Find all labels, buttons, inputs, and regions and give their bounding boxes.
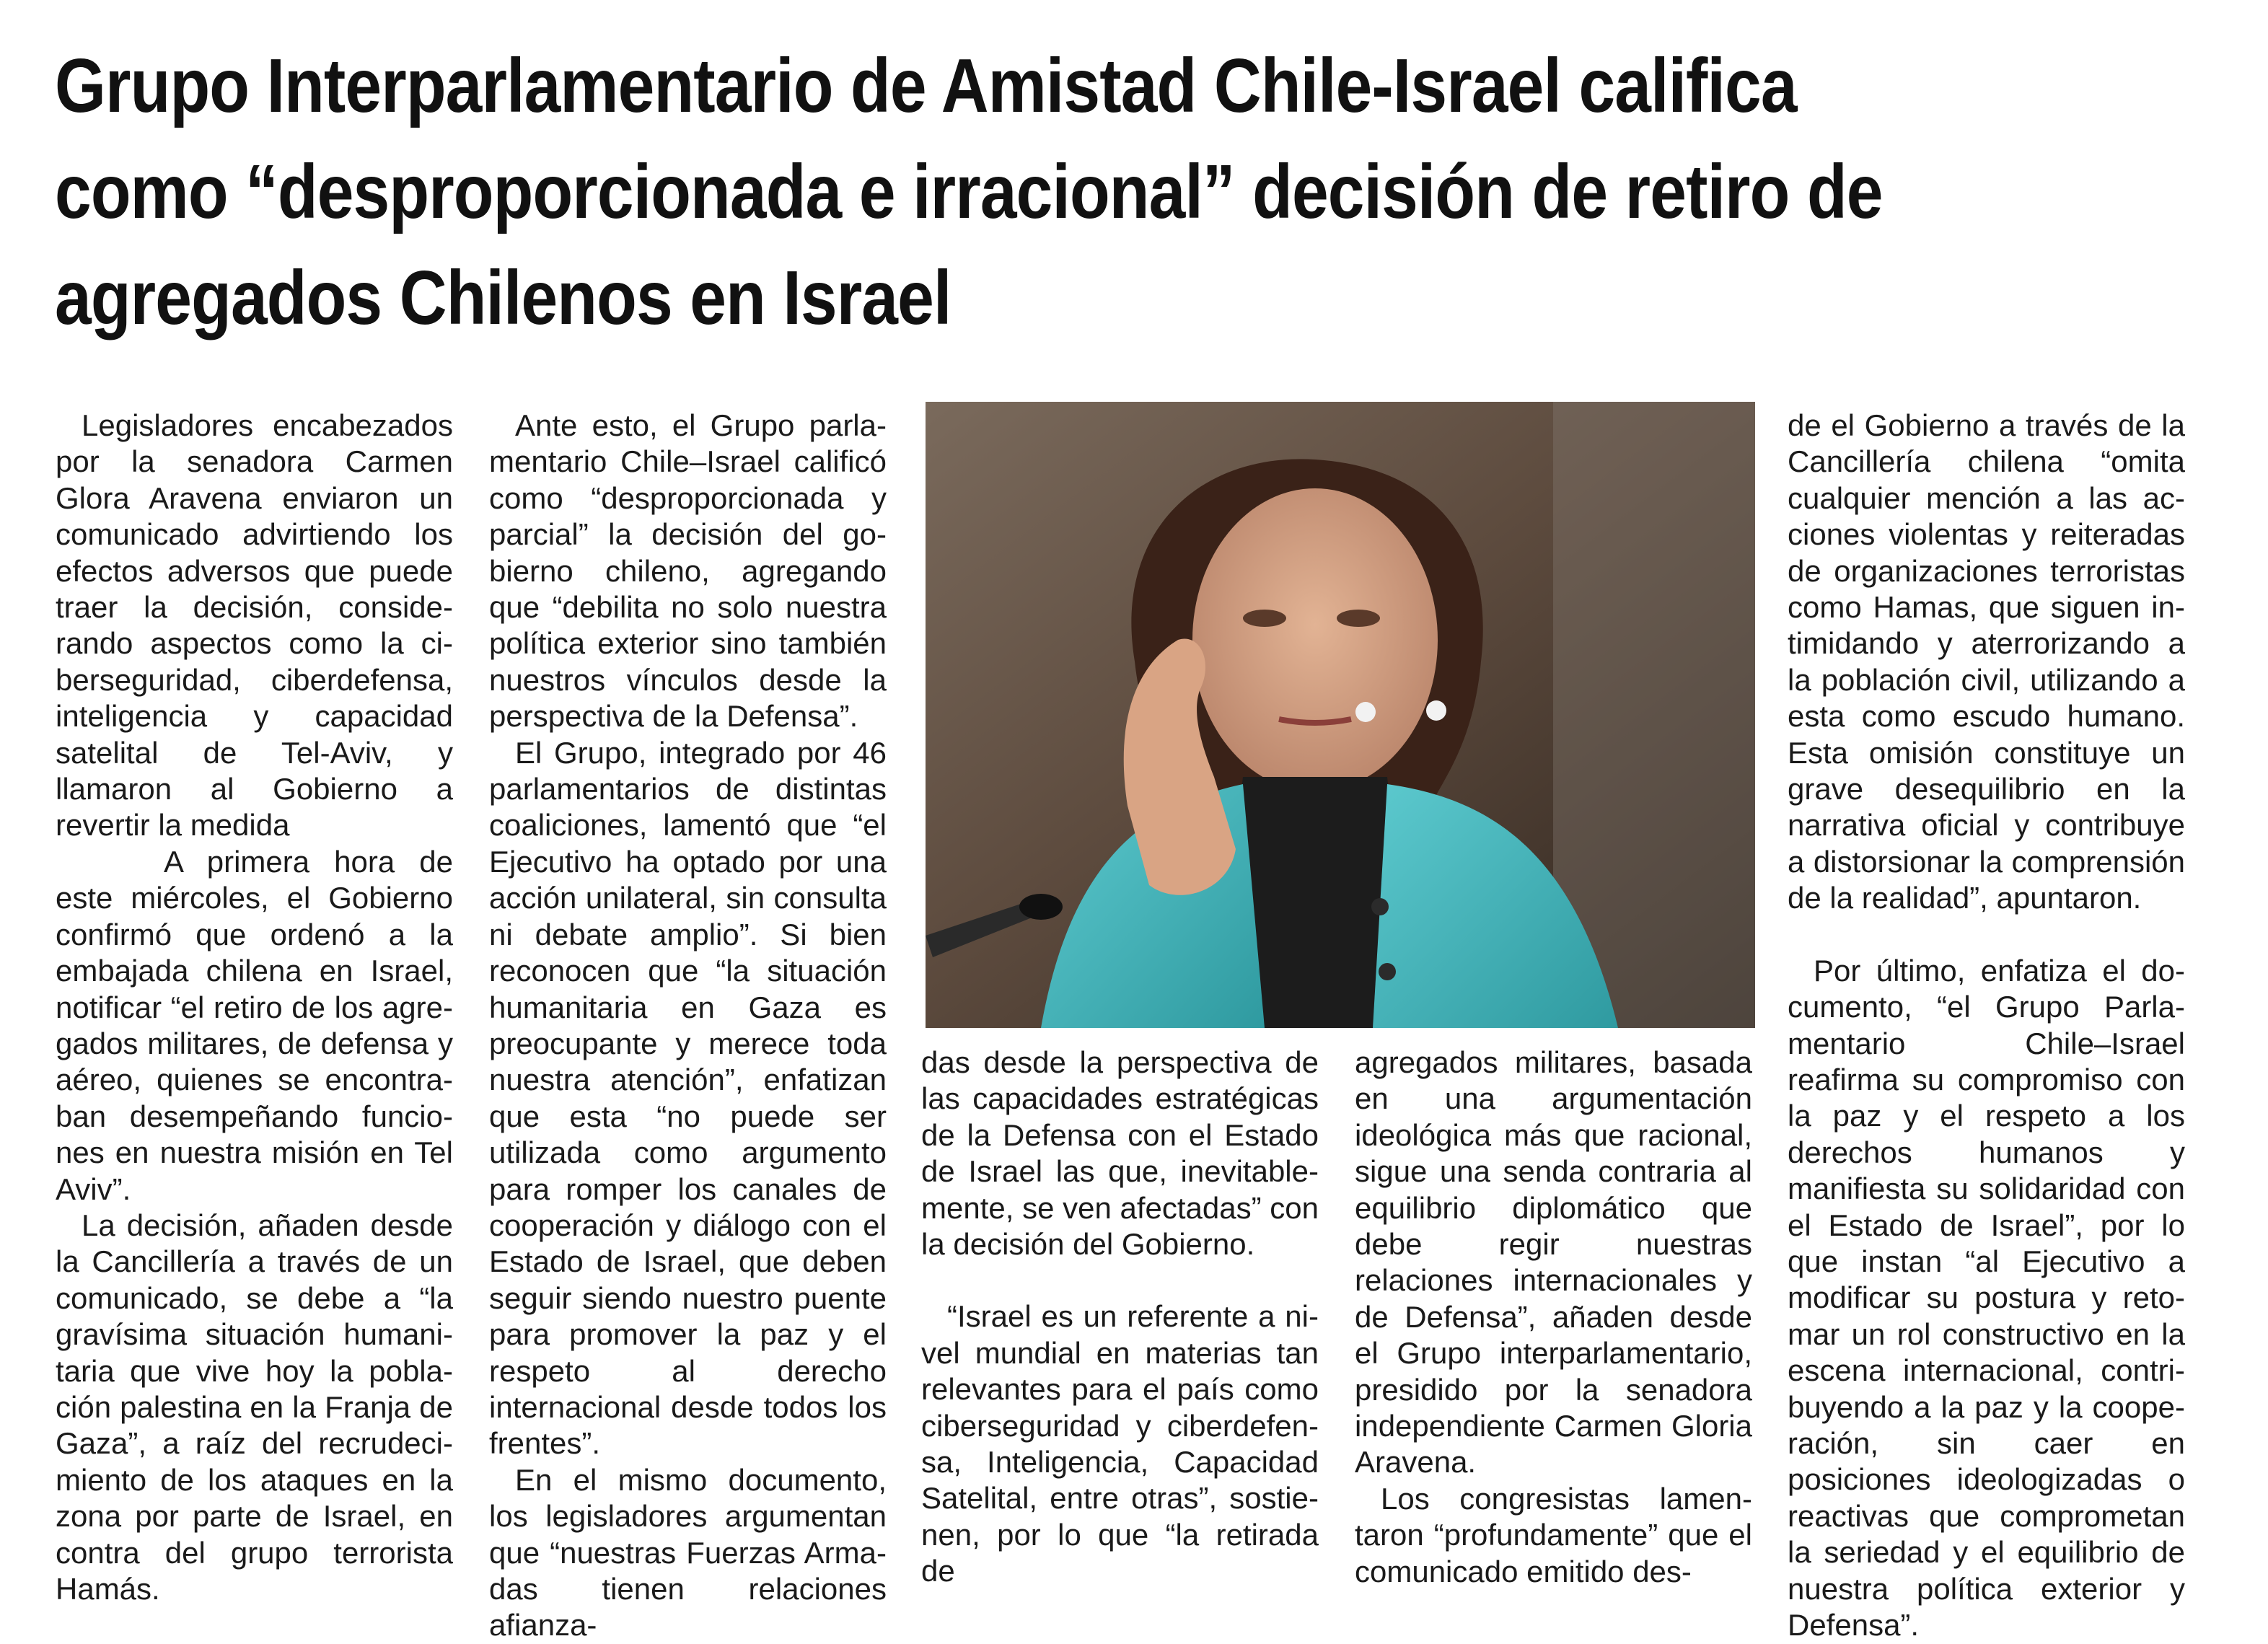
paragraph: das desde la perspectiva de las capacidades estratégicas de la Defensa con el Estado de Israel las que, inevitablemente, se ven afectadas” con la decisión del Gobierno.	[921, 1045, 1319, 1262]
senator-photo	[926, 402, 1755, 1028]
paragraph: Legisladores encabezados por la senadora Carmen Glora Aravena enviaron un comunicado advirtiendo los efectos adversos que puede traer la decisión, considerando aspectos como la ciberseguridad, ciberdefensa, inteligencia y capacidad satelital de Tel-Aviv, y llamaron al Gobierno a revertir la medida	[56, 408, 453, 843]
photo-icon	[926, 402, 1755, 1028]
paragraph: de el Gobierno a través de la Cancillería chilena “omita cualquier mención a las acciones violentas y reiteradas de organizaciones terroristas como Hamas, que siguen intimidando y aterrorizando a la población civil, utilizando a esta como escudo humano. Esta omisión constituye un grave desequilibrio en la narrativa oficial y contribuye a distorsionar la comprensión de la realidad”, apuntaron.	[1788, 408, 2185, 915]
article-column-4	[1355, 1045, 1752, 1590]
paragraph: “Israel es un referente a nivel mundial en materias tan relevantes para el país como ciberseguridad y ciberdefensa, Inteligencia, Capacidad Satelital, entre otras”, sostienen, por lo que “la retirada de	[921, 1299, 1319, 1588]
headline-line: Grupo Interparlamentario de Amistad Chile-Israel califica	[55, 43, 1797, 128]
article-headline	[55, 33, 1909, 351]
paragraph: En el mismo documento, los legisladores argumentan que “nuestras Fuerzas Armadas tienen relaciones afianza-	[489, 1462, 887, 1643]
article-column-2	[489, 408, 887, 1644]
paragraph: Los congresistas lamentaron “profundamente” que el comunicado emitido des-	[1355, 1481, 1752, 1588]
article-column-1	[56, 408, 453, 1607]
paragraph: Por último, enfatiza el documento, “el Grupo Parlamentario Chile–Israel reafirma su compromiso con la paz y el respeto a los derechos humanos y manifiesta su solidaridad con el Estado de Israel”, por lo que instan “al Ejecutivo a modificar su postura y retomar un rol constructivo en la escena internacional, contribuyendo a la paz y la cooperación, sin caer en posiciones ideologizadas o reactivas que comprometan la seriedad y el equilibrio de nuestra política exterior y Defensa”.	[1788, 953, 2185, 1642]
paragraph: La decisión, añaden desde la Cancillería a través de un comunicado, se debe a “la gravísima situación humanitaria que vive hoy la población palestina en la Franja de Gaza”, a raíz del recrudecimiento de los ataques en la zona por parte de Israel, en contra del grupo terrorista Hamás.	[56, 1208, 453, 1606]
paragraph: El Grupo, integrado por 46 parlamentarios de distintas coaliciones, lamentó que “el Ejecutivo ha optado por una acción unilateral, sin consulta ni debate amplio”. Si bien reconocen que “la situación humanitaria en Gaza es preocupante y merece toda nuestra atención”, enfatizan que esta “no puede ser utilizada como argumento para romper los canales de cooperación y diálogo con el Estado de Israel, que deben seguir siendo nuestro puente para promover la paz y el respeto al derecho internacional desde todos los frentes”.	[489, 735, 887, 1461]
article-column-3	[921, 1045, 1319, 1590]
paragraph: agregados militares, basada en una argumentación ideológica más que racional, sigue una senda contraria al equilibrio diplomático que debe regir nuestras relaciones internacionales y de Defensa”, añaden desde el Grupo interparlamentario, presidido por la senadora independiente Carmen Gloria Aravena.	[1355, 1045, 1752, 1480]
article-column-5	[1788, 408, 2185, 1643]
paragraph: A primera hora de este miércoles, el Gobierno confirmó que ordenó a la embajada chilena en Israel, notificar “el retiro de los agregados militares, de defensa y aéreo, quienes se encontraban desempeñando funciones en nuestra misión en Tel Aviv”.	[56, 844, 453, 1206]
headline-line: como “desproporcionada e irracional” decisión de retiro de	[55, 149, 1883, 234]
paragraph: Ante esto, el Grupo parlamentario Chile–Israel calificó como “desproporcionada y parcial” la decisión del gobierno chileno, agregando que “debilita no solo nuestra política exterior sino también nuestros vínculos desde la perspectiva de la Defensa”.	[489, 408, 887, 734]
headline-line: agregados Chilenos en Israel	[55, 255, 951, 340]
